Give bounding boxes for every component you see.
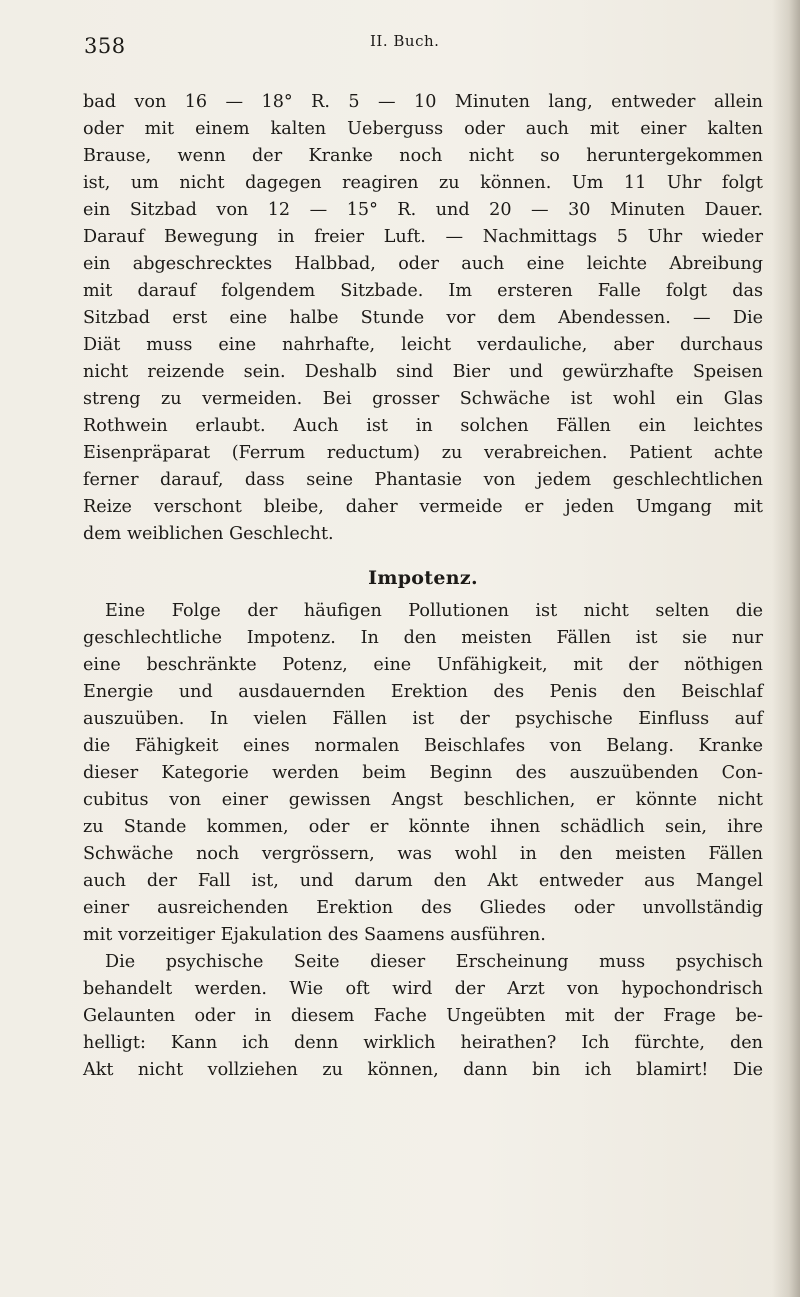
text-line: ein abgeschrecktes Halbbad, oder auch eine leichte Abreibung bbox=[83, 254, 763, 274]
text-line: geschlechtliche Impotenz. In den meisten Fällen ist sie nur bbox=[83, 628, 763, 648]
page-edge-shadow bbox=[772, 0, 800, 1297]
paragraph-1 bbox=[83, 89, 763, 548]
text-line: ist, um nicht dagegen reagiren zu können. Um 11 Uhr folgt bbox=[83, 173, 763, 193]
page-number: 358 bbox=[84, 34, 126, 58]
text-line: Eisenpräparat (Ferrum reductum) zu verabreichen. Patient achte bbox=[83, 443, 763, 463]
running-head: II. Buch. bbox=[370, 32, 440, 50]
text-line: Gelaunten oder in diesem Fache Ungeübten mit der Frage be- bbox=[83, 1006, 763, 1026]
text-line: nicht reizende sein. Deshalb sind Bier und gewürzhafte Speisen bbox=[83, 362, 763, 382]
text-line: dieser Kategorie werden beim Beginn des auszuübenden Con- bbox=[83, 763, 763, 783]
text-line: Diät muss eine nahrhafte, leicht verdauliche, aber durchaus bbox=[83, 335, 763, 355]
text-line: mit vorzeitiger Ejakulation des Saamens ausführen. bbox=[83, 925, 546, 945]
text-line: Akt nicht vollziehen zu können, dann bin ich blamirt! Die bbox=[83, 1060, 763, 1080]
text-line: auch der Fall ist, und darum den Akt entweder aus Mangel bbox=[83, 871, 763, 891]
text-line: Reize verschont bleibe, daher vermeide er jeden Umgang mit bbox=[83, 497, 763, 517]
text-line: auszuüben. In vielen Fällen ist der psychische Einfluss auf bbox=[83, 709, 763, 729]
text-line: eine beschränkte Potenz, eine Unfähigkeit, mit der nöthigen bbox=[83, 655, 763, 675]
paragraph-2 bbox=[83, 598, 763, 949]
text-line: bad von 16 — 18° R. 5 — 10 Minuten lang, entweder allein bbox=[83, 92, 763, 112]
text-line: helligt: Kann ich denn wirklich heirathen? Ich fürchte, den bbox=[83, 1033, 763, 1053]
text-line: ferner darauf, dass seine Phantasie von jedem geschlechtlichen bbox=[83, 470, 763, 490]
text-line: dem weiblichen Geschlecht. bbox=[83, 524, 334, 544]
section-title: Impotenz. bbox=[368, 567, 478, 589]
text-line: einer ausreichenden Erektion des Gliedes oder unvollständig bbox=[83, 898, 763, 918]
text-line: cubitus von einer gewissen Angst beschlichen, er könnte nicht bbox=[83, 790, 763, 810]
text-line: behandelt werden. Wie oft wird der Arzt von hypochondrisch bbox=[83, 979, 763, 999]
text-line: mit darauf folgendem Sitzbade. Im ersteren Falle folgt das bbox=[83, 281, 763, 301]
text-line: Energie und ausdauernden Erektion des Penis den Beischlaf bbox=[83, 682, 763, 702]
text-line: oder mit einem kalten Ueberguss oder auch mit einer kalten bbox=[83, 119, 763, 139]
text-line: Brause, wenn der Kranke noch nicht so heruntergekommen bbox=[83, 146, 763, 166]
paragraph-3 bbox=[83, 949, 763, 1084]
text-line: Darauf Bewegung in freier Luft. — Nachmittags 5 Uhr wieder bbox=[83, 227, 763, 247]
text-line: streng zu vermeiden. Bei grosser Schwäche ist wohl ein Glas bbox=[83, 389, 763, 409]
page-header bbox=[0, 28, 800, 68]
text-line: Sitzbad erst eine halbe Stunde vor dem Abendessen. — Die bbox=[83, 308, 763, 328]
text-line: die Fähigkeit eines normalen Beischlafes von Belang. Kranke bbox=[83, 736, 763, 756]
text-line: Die psychische Seite dieser Erscheinung muss psychisch bbox=[105, 952, 763, 972]
text-line: Rothwein erlaubt. Auch ist in solchen Fällen ein leichtes bbox=[83, 416, 763, 436]
page-body bbox=[83, 89, 763, 1084]
text-line: Schwäche noch vergrössern, was wohl in den meisten Fällen bbox=[83, 844, 763, 864]
text-line: ein Sitzbad von 12 — 15° R. und 20 — 30 Minuten Dauer. bbox=[83, 200, 763, 220]
text-line: zu Stande kommen, oder er könnte ihnen schädlich sein, ihre bbox=[83, 817, 763, 837]
text-line: Eine Folge der häufigen Pollutionen ist nicht selten die bbox=[105, 601, 763, 621]
